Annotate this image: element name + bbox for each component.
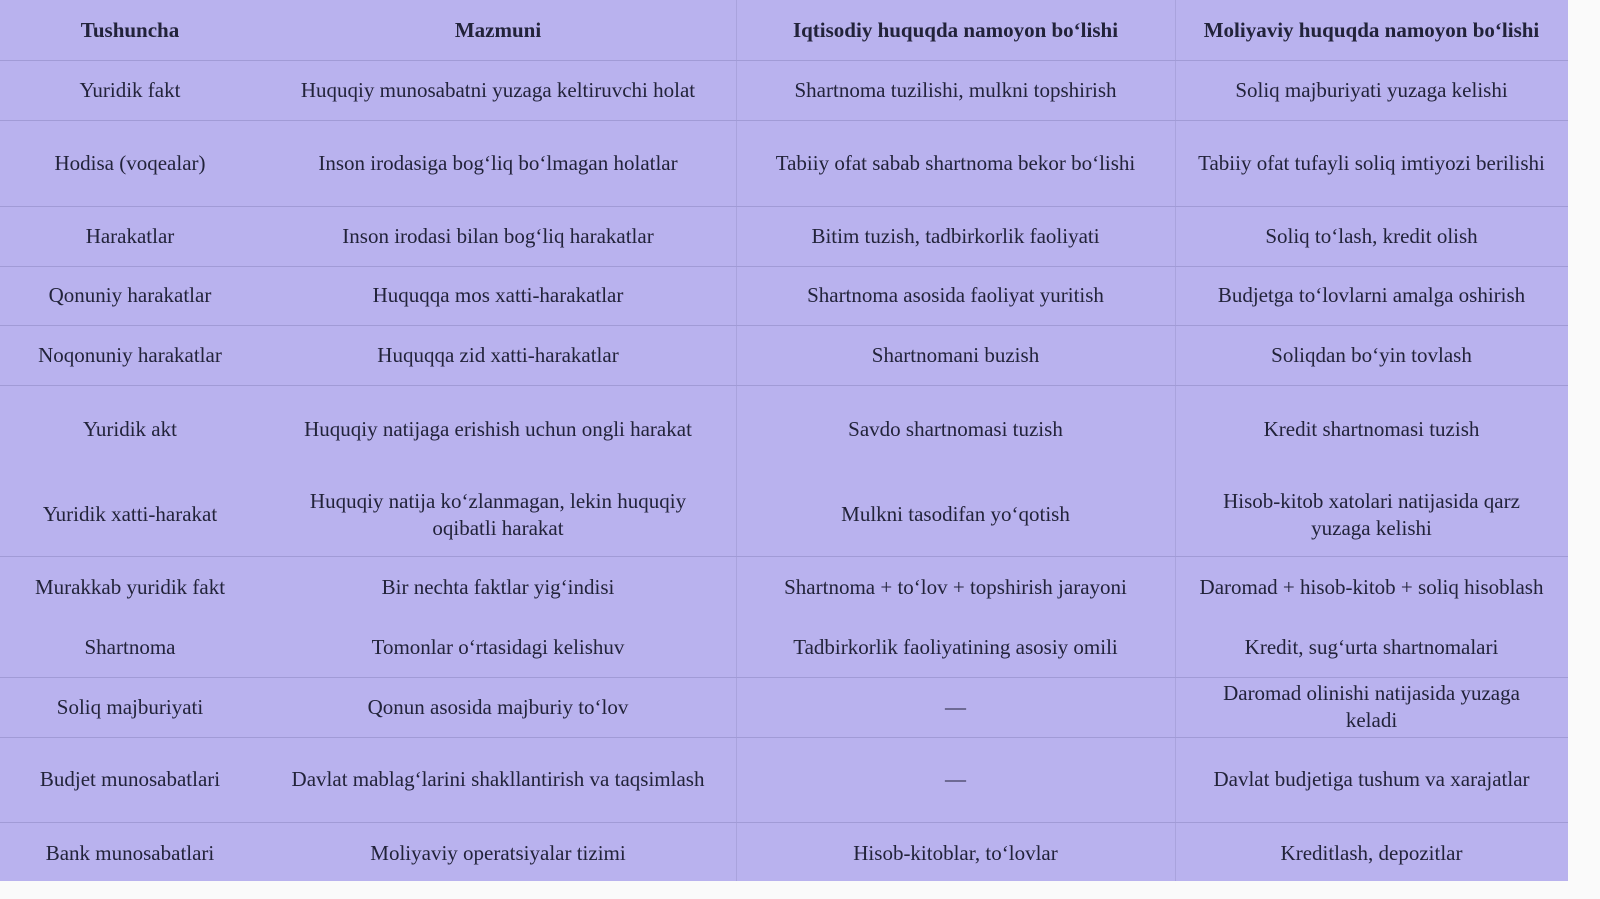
table-cell-content: Huquqiy natijaga erishish uchun ongli harakat xyxy=(304,416,692,441)
table-cell-content: Huquqiy munosabatni yuzaga keltiruvchi holat xyxy=(300,77,696,102)
table-cell-concept: Yuridik xatti-harakat xyxy=(42,502,218,526)
table-cell-content: Huquqiy natija ko‘zlanmagan, lekin huquqiy oqibatli harakat xyxy=(309,488,687,540)
table-cell-concept: Shartnoma xyxy=(84,635,176,659)
table-cell-financial: Kredit, sug‘urta shartnomalari xyxy=(1244,635,1499,659)
table-cell-financial: Soliq majburiyati yuzaga kelishi xyxy=(1235,77,1508,102)
header-economic-law: Iqtisodiy huquqda namoyon bo‘lishi xyxy=(792,17,1119,42)
table-cell-economic: Savdo shartnomasi tuzish xyxy=(848,416,1063,441)
table-cell-concept: Harakatlar xyxy=(85,223,175,248)
table-cell-concept: Yuridik fakt xyxy=(79,77,181,102)
table-cell-concept: Noqonuniy harakatlar xyxy=(38,342,222,367)
table-cell-concept: Qonuniy harakatlar xyxy=(48,283,212,307)
table-cell-economic: Shartnomani buzish xyxy=(871,342,1040,367)
table-cell-economic: Mulkni tasodifan yo‘qotish xyxy=(841,502,1070,526)
table-cell-content: Davlat mablag‘larini shakllantirish va taqsimlash xyxy=(291,767,705,791)
table-cell-economic: Shartnoma + to‘lov + topshirish jarayoni xyxy=(784,574,1127,599)
table-cell-content: Inson irodasiga bog‘liq bo‘lmagan holatlar xyxy=(318,150,678,175)
table-cell-economic: Tadbirkorlik faoliyatining asosiy omili xyxy=(793,635,1118,659)
table-cell-concept: Soliq majburiyati xyxy=(56,694,204,719)
table-cell-financial: Soliqdan bo‘yin tovlash xyxy=(1271,342,1472,367)
table-cell-financial: Daromad + hisob-kitob + soliq hisoblash xyxy=(1199,574,1544,599)
table-cell-concept: Budjet munosabatlari xyxy=(39,767,221,791)
table-cell-financial: Kreditlash, depozitlar xyxy=(1280,840,1463,865)
table-cell-economic: — xyxy=(945,767,966,791)
table-cell-financial: Tabiiy ofat tufayli soliq imtiyozi berilishi xyxy=(1198,150,1545,175)
table-cell-financial: Hisob-kitob xatolari natijasida qarz yuzaga kelishi xyxy=(1223,488,1520,540)
table-cell-financial: Soliq to‘lash, kredit olish xyxy=(1265,223,1478,248)
table-cell-financial: Daromad olinishi natijasida yuzaga keladi xyxy=(1223,681,1520,732)
header-financial-law: Moliyaviy huquqda namoyon bo‘lishi xyxy=(1203,17,1540,42)
table-cell-content: Qonun asosida majburiy to‘lov xyxy=(367,694,629,719)
table-cell-content: Huquqqa mos xatti-harakatlar xyxy=(372,283,624,307)
table-cell-content: Inson irodasi bilan bog‘liq harakatlar xyxy=(342,223,654,248)
table-cell-concept: Yuridik akt xyxy=(83,416,177,441)
table-cell-economic: Bitim tuzish, tadbirkorlik faoliyati xyxy=(811,223,1100,248)
table-cell-concept: Hodisa (voqealar) xyxy=(54,150,206,175)
table-cell-concept: Murakkab yuridik fakt xyxy=(34,574,226,599)
table-cell-economic: — xyxy=(945,694,966,719)
table-cell-economic: Tabiiy ofat sabab shartnoma bekor bo‘lishi xyxy=(775,150,1136,175)
table-cell-economic: Shartnoma tuzilishi, mulkni topshirish xyxy=(794,77,1117,102)
table-cell-economic: Shartnoma asosida faoliyat yuritish xyxy=(807,283,1104,307)
table-cell-financial: Davlat budjetiga tushum va xarajatlar xyxy=(1213,767,1530,791)
table-cell-content: Tomonlar o‘rtasidagi kelishuv xyxy=(371,635,625,659)
table-cell-financial: Budjetga to‘lovlarni amalga oshirish xyxy=(1217,283,1526,307)
table-cell-concept: Bank munosabatlari xyxy=(45,840,215,865)
table-cell-financial: Kredit shartnomasi tuzish xyxy=(1263,416,1480,441)
header-content: Mazmuni xyxy=(454,17,542,42)
table-cell-content: Moliyaviy operatsiyalar tizimi xyxy=(370,840,626,865)
table-cell-economic: Hisob-kitoblar, to‘lovlar xyxy=(853,840,1058,865)
table-cell-content: Bir nechta faktlar yig‘indisi xyxy=(381,574,615,599)
table-cell-content: Huquqqa zid xatti-harakatlar xyxy=(377,342,619,367)
header-concept: Tushuncha xyxy=(80,17,180,42)
